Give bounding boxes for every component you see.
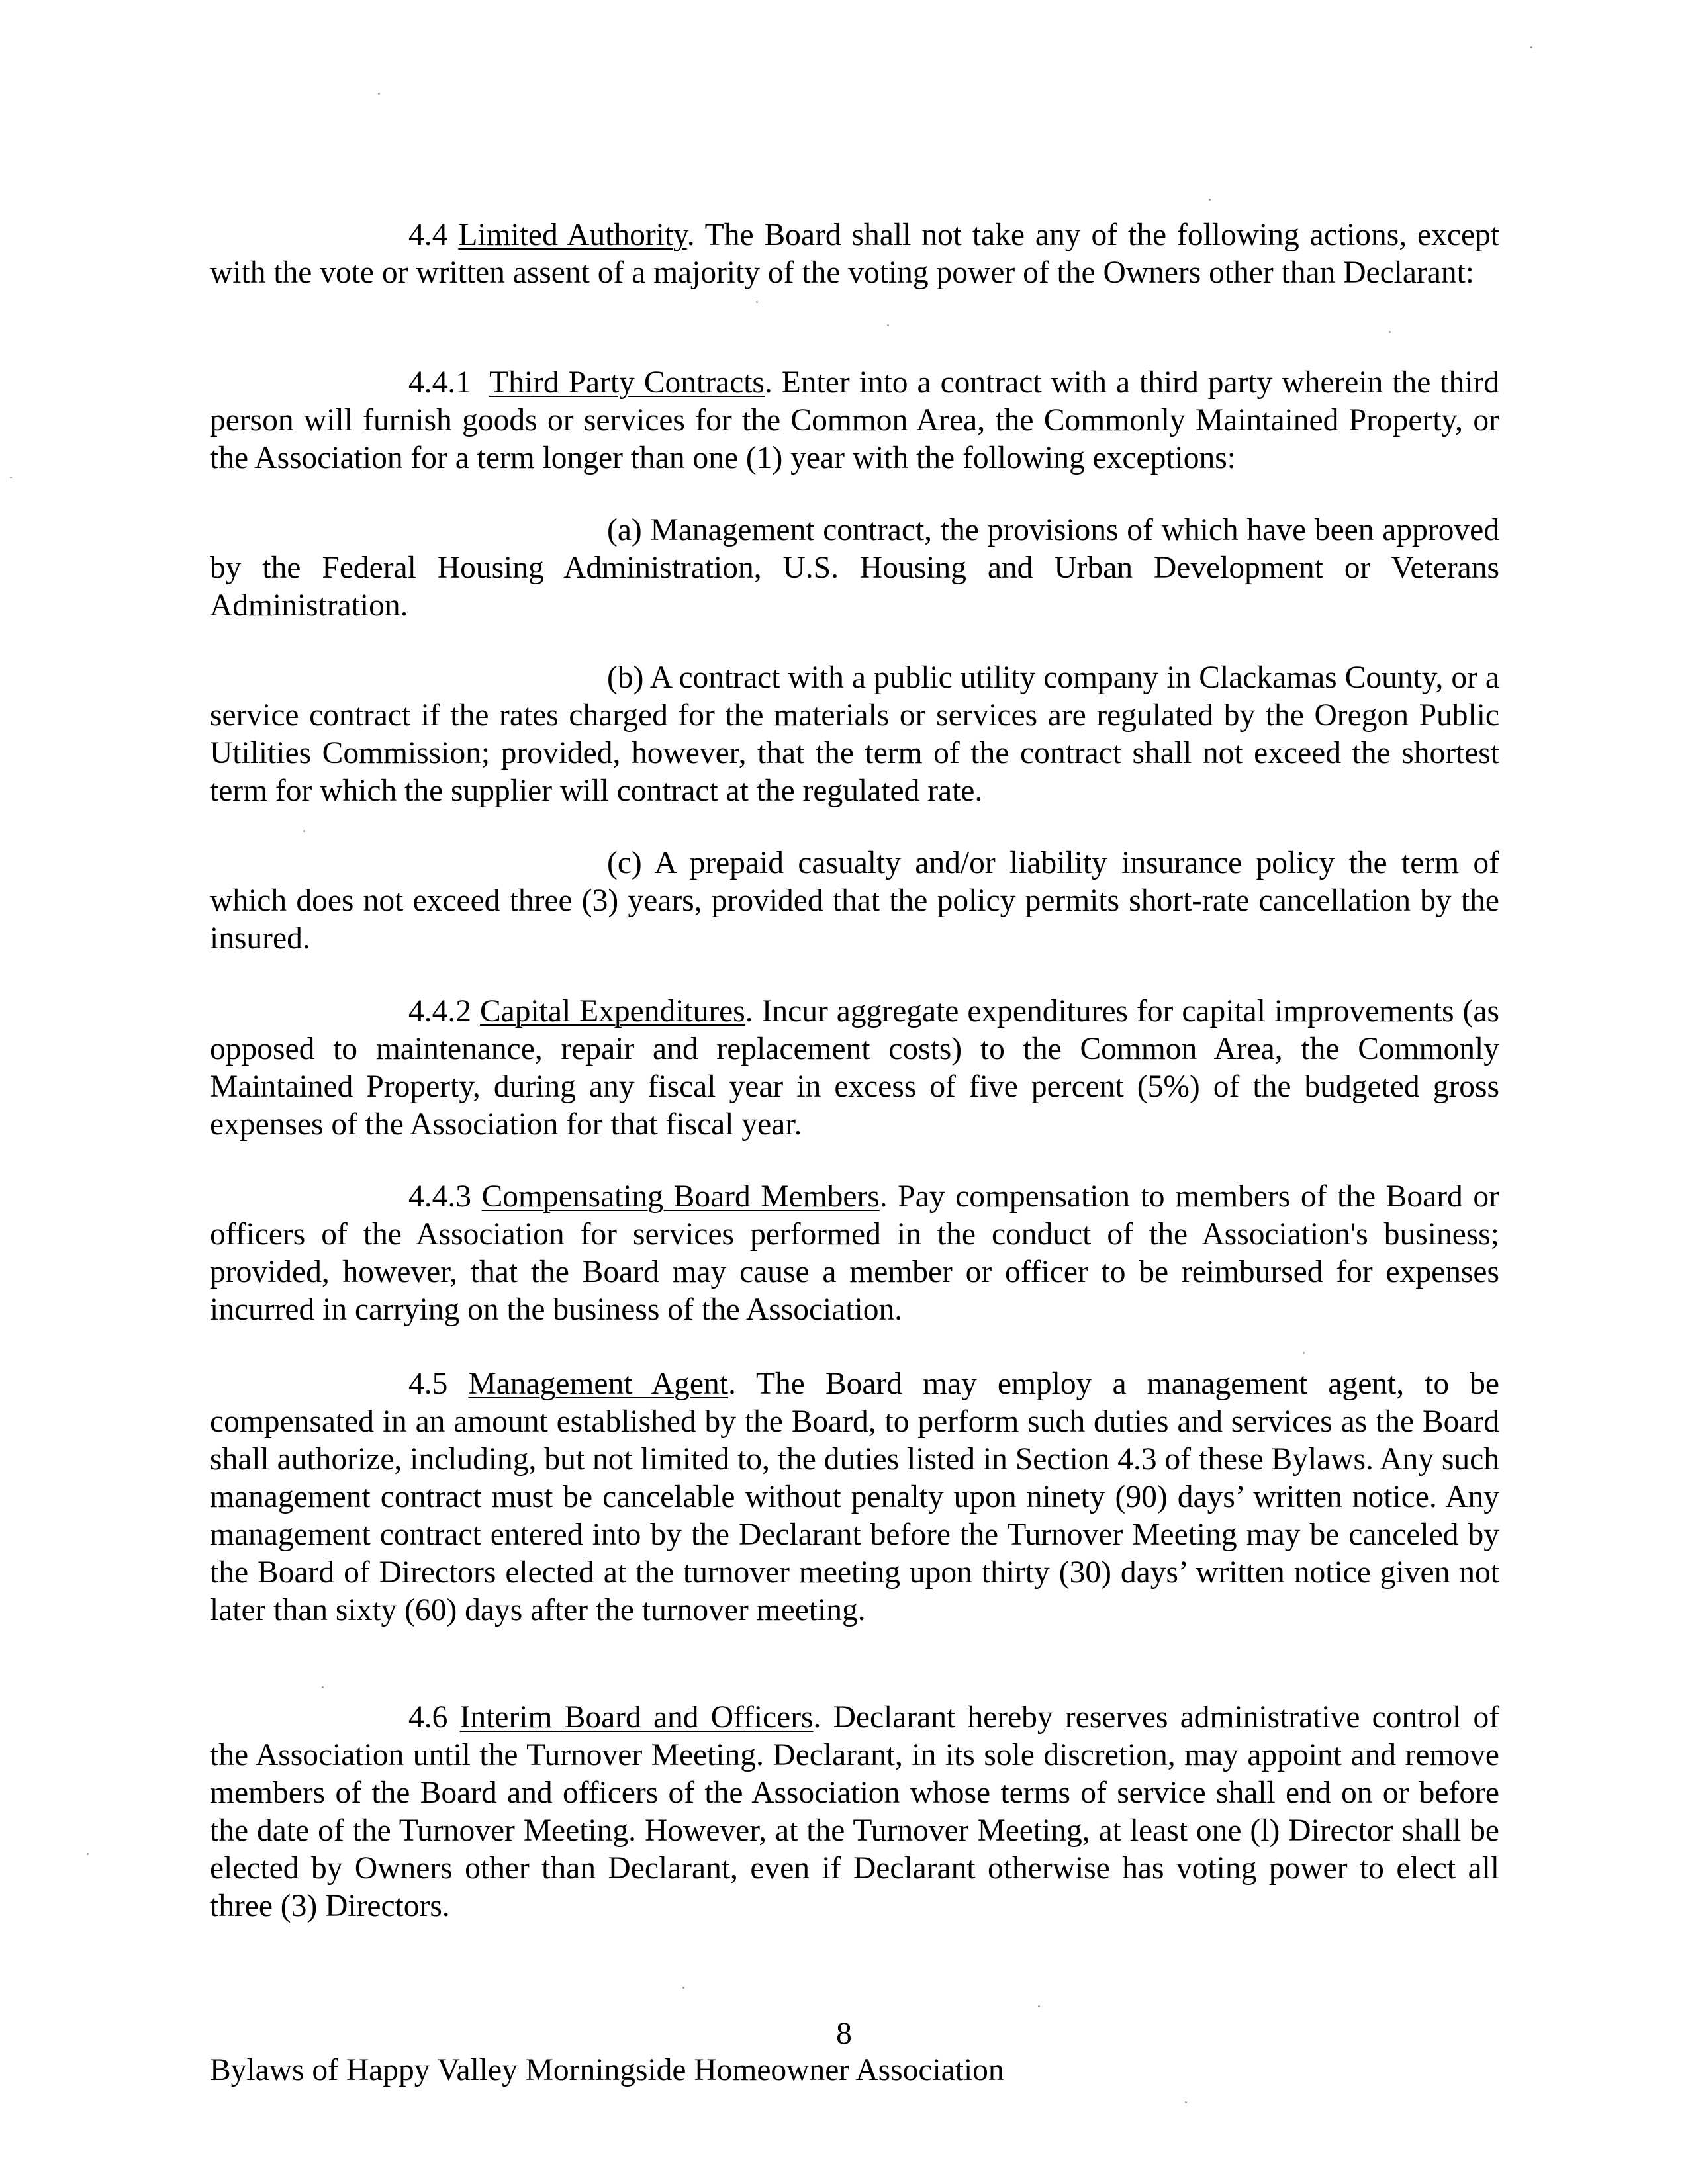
item-label: (b) [607,660,644,695]
scan-speck [682,1987,684,1989]
section-4-4-paragraph [210,216,1499,292]
section-number: 4.4.2 [408,994,471,1028]
section-body: . Pay compensation to members of the Board or officers of the Association for services performed in the conduct of the Association's business; provided, however, that the Board may cause a member or officer to be reimbursed for expenses incurred in carrying on the business of the Association. [210,1179,1499,1327]
section-4-4-3-paragraph [210,1178,1499,1329]
scan-speck [1038,2005,1040,2007]
scan-speck [887,324,889,326]
scan-speck [1303,1352,1305,1354]
section-body: . The Board may employ a management agent, to be compensated in an amount established by the Board, to perform such duties and services as the Board shall authorize, including, but not limited to, the duties listed in Section 4.3 of these Bylaws. Any such management contract must be cancelable without penalty upon ninety (90) days’ written notice. Any management contract entered into by the Declarant before the Turnover Meeting may be canceled by the Board of Directors elected at the turnover meeting upon thirty (30) days’ written notice given not later than sixty (60) days after the turnover meeting. [210,1367,1500,1627]
section-4-6-paragraph [210,1699,1499,1925]
scan-speck [1209,199,1211,201]
scan-speck [1185,2101,1187,2103]
section-heading: Capital Expenditures [479,994,745,1028]
scan-speck [1530,46,1532,48]
scan-speck [303,830,305,832]
section-heading: Management Agent [468,1367,728,1401]
section-4-4-2-paragraph [210,993,1499,1144]
item-label: (a) [607,513,642,547]
scan-speck [87,1853,89,1855]
exception-a-paragraph [210,512,1499,625]
scan-speck [1389,331,1391,333]
section-body: . Enter into a contract with a third party wherein the third person will furnish goods or services for the Common Area, the Commonly Maintained Property, or the Association for a term longer than one (1) year with the following exceptions: [210,365,1499,475]
page-number: 8 [836,2017,852,2051]
item-body: A contract with a public utility company in Clackamas County, or a service contract if the rates charged for the materials or services are regulated by the Oregon Public Utilities Commission; provided, however, that the term of the contract shall not exceed the shortest term for which the supplier will contract at the regulated rate. [210,660,1499,808]
section-number: 4.5 [408,1367,448,1401]
section-body: . Incur aggregate expenditures for capital improvements (as opposed to maintenance, repair and replacement costs) to the Common Area, the Commonly Maintained Property, during any fiscal year in excess of five percent (5%) of the budgeted gross expenses of the Association for that fiscal year. [210,994,1499,1142]
section-number: 4.6 [408,1700,448,1735]
section-number: 4.4 [408,218,448,252]
scan-speck [378,93,380,95]
section-number: 4.4.3 [408,1179,471,1214]
item-body: A prepaid casualty and/or liability insurance policy the term of which does not exceed three (3) years, provided that the policy permits short-rate cancellation by the insured. [210,846,1499,956]
scan-speck [322,1686,324,1688]
section-heading: Limited Authority [458,218,687,252]
exception-b-paragraph [210,659,1499,810]
section-heading: Third Party Contracts [489,365,765,400]
page-footer: Bylaws of Happy Valley Morningside Homeowner Association [210,2053,1004,2087]
section-heading: Compensating Board Members [481,1179,880,1214]
section-4-5-paragraph [210,1365,1499,1629]
section-body: . The Board shall not take any of the following actions, except with the vote or written assent of a majority of the voting power of the Owners other than Declarant: [210,218,1499,290]
section-body: . Declarant hereby reserves administrative control of the Association until the Turnover Meeting. Declarant, in its sole discretion, may appoint and remove members of the Board and officers of the Association whose terms of service shall end on or before the date of the Turnover Meeting. However, at the Turnover Meeting, at least one (l) Director shall be elected by Owners other than Declarant, even if Declarant otherwise has voting power to elect all three (3) Directors. [210,1700,1500,1923]
exception-c-paragraph [210,844,1499,958]
section-number: 4.4.1 [408,365,471,400]
section-heading: Interim Board and Officers [459,1700,814,1735]
section-4-4-1-paragraph [210,364,1499,477]
scan-speck [10,477,12,478]
item-label: (c) [607,846,642,880]
scan-speck [756,301,758,303]
item-body: Management contract, the provisions of which have been approved by the Federal Housing Administration, U.S. Housing and Urban Development or Veterans Administration. [210,513,1499,623]
